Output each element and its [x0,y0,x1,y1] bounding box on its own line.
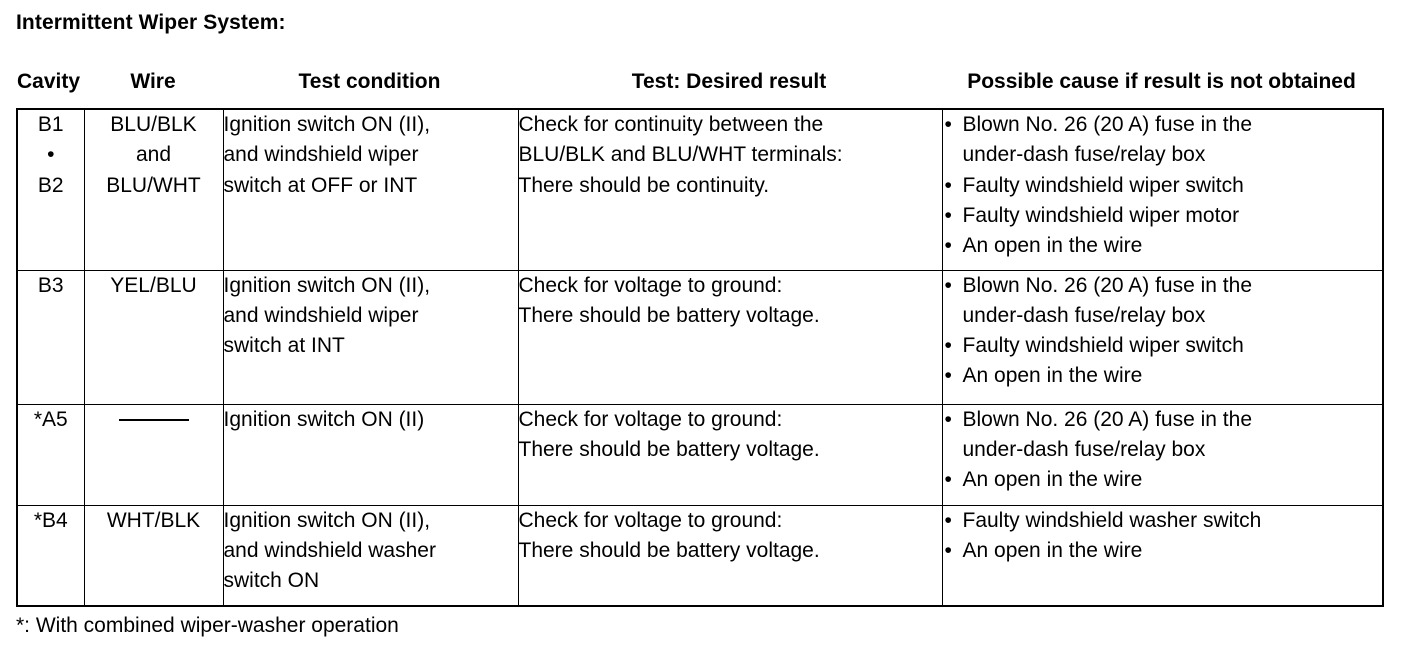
cause-list-item [943,171,1383,201]
bullet-icon: • [944,234,952,258]
cause-list-item [943,465,1383,495]
desired-result-cell [518,270,942,404]
wire-cell [84,109,223,270]
cause-text-continued: under-dash fuse/relay box [962,143,1206,167]
wire-cell [84,270,223,404]
cause-list-item [943,536,1383,566]
possible-cause-cell [942,109,1383,270]
wire-color-label: BLU/WHT [106,173,201,197]
bullet-icon: • [944,273,952,297]
cause-list-item [943,506,1383,536]
cavity-label: B3 [37,273,64,297]
cause-list-item [943,231,1383,261]
wire-color-label: WHT/BLK [106,508,201,532]
table-row [17,109,1383,270]
cause-text: An open in the wire [962,234,1143,258]
desired-result-line: Check for voltage to ground: [518,407,783,431]
desired-result-line: Check for continuity between the [518,113,824,136]
bullet-icon: • [944,538,952,562]
bullet-icon: • [944,364,952,388]
test-condition-cell [223,109,518,270]
cause-text: Faulty windshield wiper switch [962,334,1244,358]
cause-list-item [943,331,1383,361]
desired-result-line: Check for voltage to ground: [518,273,783,297]
table-row [17,404,1383,505]
bullet-icon: • [944,508,952,532]
page-title: Intermittent Wiper System: [16,11,286,34]
desired-result-cell [518,505,942,606]
possible-cause-cell [942,505,1383,606]
desired-result-line: Check for voltage to ground: [518,508,783,532]
cause-text: Blown No. 26 (20 A) fuse in the [962,407,1252,431]
cause-text: An open in the wire [962,468,1143,492]
bullet-icon: • [944,468,952,492]
test-condition-cell [223,404,518,505]
bullet-icon: • [944,173,952,197]
footnote: *: With combined wiper-washer operation [16,614,399,637]
no-wire-dash [119,419,189,421]
cause-text: An open in the wire [962,538,1143,562]
cavity-label: B1 [37,113,64,136]
wiper-test-table [16,108,1384,607]
test-condition-cell [223,505,518,606]
test-condition-cell [223,270,518,404]
desired-result-line: There should be battery voltage. [518,303,820,327]
cause-text: Blown No. 26 (20 A) fuse in the [962,273,1252,297]
header-test-condition: Test condition [298,70,441,93]
desired-result-line: BLU/BLK and BLU/WHT terminals: [518,143,843,167]
possible-cause-cell [942,404,1383,505]
cause-list-item [943,271,1383,301]
cavity-label: • [47,143,55,167]
cavity-cell [17,505,84,606]
cause-text: An open in the wire [962,364,1143,388]
bullet-icon: • [944,407,952,431]
test-condition-line: switch at INT [223,334,345,358]
table-row [17,270,1383,404]
test-condition-line: and windshield wiper [223,143,419,167]
header-wire: Wire [130,70,176,93]
test-condition-line: switch at OFF or INT [223,173,418,197]
test-condition-line: and windshield wiper [223,303,419,327]
cavity-label: B2 [37,173,64,197]
cause-list-item [943,361,1383,391]
desired-result-line: There should be battery voltage. [518,437,820,461]
cavity-cell [17,270,84,404]
bullet-icon: • [944,113,952,136]
cause-text: Blown No. 26 (20 A) fuse in the [962,113,1252,136]
cause-text: Faulty windshield wiper motor [962,203,1240,227]
wire-color-label: and [135,143,172,167]
cause-list-item [943,110,1383,140]
wire-color-label: YEL/BLU [110,273,197,297]
wire-color-label: BLU/BLK [110,113,197,136]
header-desired-result: Test: Desired result [631,70,827,93]
test-condition-line: Ignition switch ON (II) [223,407,425,431]
table-row [17,505,1383,606]
cavity-label: *B4 [33,508,68,532]
cause-text: Faulty windshield wiper switch [962,173,1244,197]
test-condition-line: switch ON [223,569,320,593]
wire-cell [84,404,223,505]
test-condition-line: Ignition switch ON (II), [223,113,431,136]
test-condition-line: and windshield washer [223,538,436,562]
cavity-cell [17,404,84,505]
desired-result-cell [518,109,942,270]
cause-text: Faulty windshield washer switch [962,508,1262,532]
desired-result-line: There should be continuity. [518,173,770,197]
cause-text-continued: under-dash fuse/relay box [962,303,1206,327]
header-cavity: Cavity [17,70,81,93]
header-possible-cause: Possible cause if result is not obtained [967,70,1356,93]
desired-result-cell [518,404,942,505]
cavity-label: *A5 [33,407,68,431]
desired-result-line: There should be battery voltage. [518,538,820,562]
cause-text-continued: under-dash fuse/relay box [962,437,1206,461]
possible-cause-cell [942,270,1383,404]
wire-cell [84,505,223,606]
test-condition-line: Ignition switch ON (II), [223,508,431,532]
cavity-cell [17,109,84,270]
cause-list-item [943,201,1383,231]
bullet-icon: • [944,203,952,227]
bullet-icon: • [944,334,952,358]
test-condition-line: Ignition switch ON (II), [223,273,431,297]
cause-list-item [943,405,1383,435]
